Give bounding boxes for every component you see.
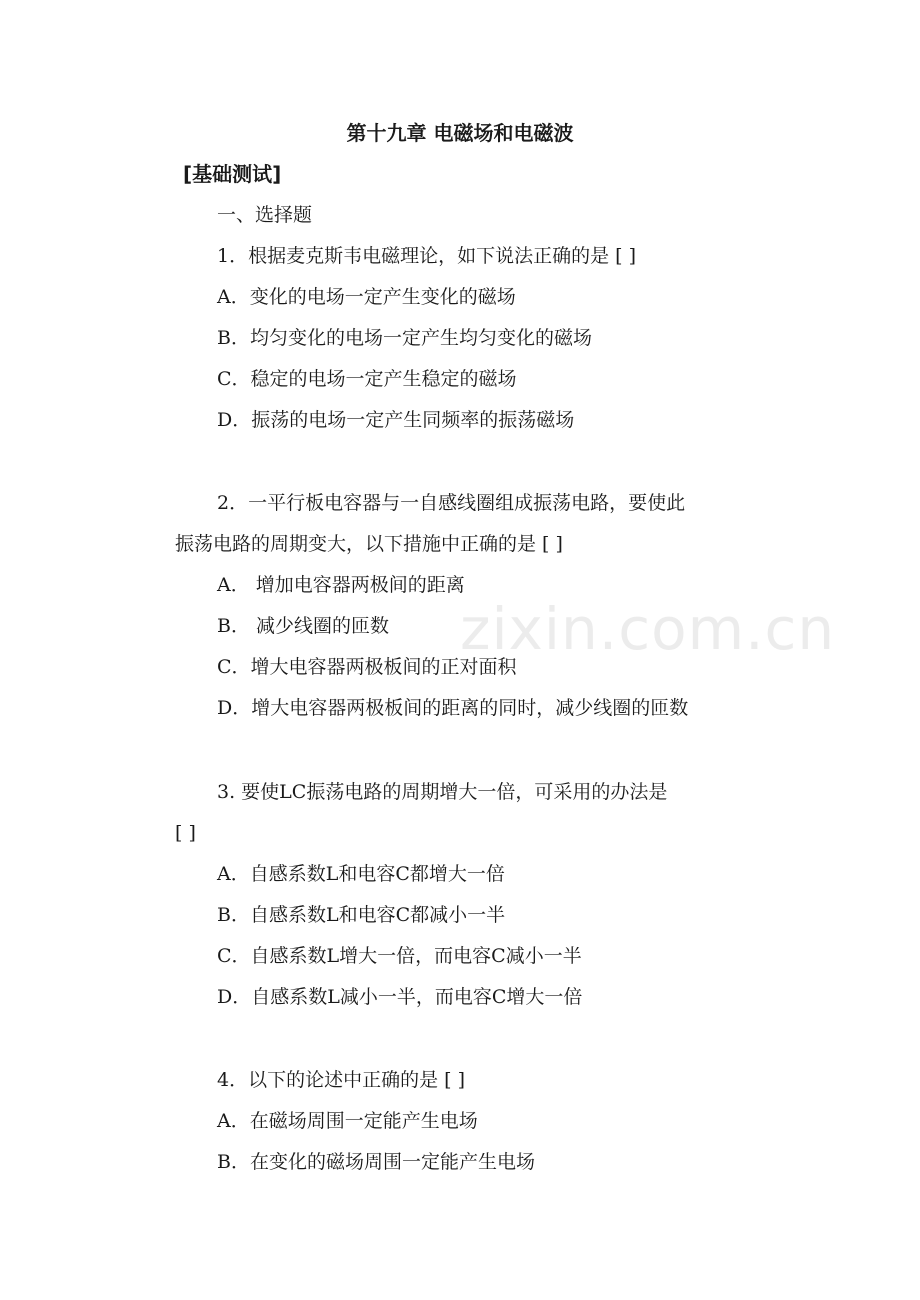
question-2-option-d: D．增大电容器两极板间的距离的同时，减少线圈的匝数 [217,697,689,719]
question-3-stem-line2: [ ] [175,822,196,844]
question-4-option-a: A．在磁场周围一定能产生电场 [217,1110,478,1132]
watermark: zixin.com.cn [460,595,836,663]
question-2-option-b: B． 减少线圈的匝数 [217,615,390,637]
question-2-option-a: A． 增加电容器两极间的距离 [217,574,465,596]
part-heading: 一、选择题 [217,204,313,226]
question-2-stem-line1: 2．一平行板电容器与一自感线圈组成振荡电路，要使此 [217,492,686,514]
question-2-option-c: C．增大电容器两极板间的正对面积 [217,656,517,678]
question-1-option-a: A．变化的电场一定产生变化的磁场 [217,286,516,308]
question-1-option-c: C．稳定的电场一定产生稳定的磁场 [217,368,517,390]
question-3-option-b: B．自感系数L和电容C都减小一半 [217,904,506,926]
chapter-title: 第十九章 电磁场和电磁波 [346,121,574,145]
section-heading: [基础测试] [183,162,282,186]
question-3-option-a: A．自感系数L和电容C都增大一倍 [217,863,505,885]
question-1-option-b: B．均匀变化的电场一定产生均匀变化的磁场 [217,327,592,349]
question-4-option-b: B．在变化的磁场周围一定能产生电场 [217,1151,535,1173]
question-3-option-c: C．自感系数L增大一倍，而电容C减小一半 [217,945,582,967]
question-4-stem: 4．以下的论述中正确的是 [ ] [217,1069,465,1091]
question-1-stem: 1．根据麦克斯韦电磁理论，如下说法正确的是 [ ] [217,245,636,267]
question-3-option-d: D．自感系数L减小一半，而电容C增大一倍 [217,986,583,1008]
question-2-stem-line2: 振荡电路的周期变大，以下措施中正确的是 [ ] [175,533,563,555]
question-3-stem-line1: 3. 要使LC振荡电路的周期增大一倍，可采用的办法是 [217,781,668,803]
question-1-option-d: D．振荡的电场一定产生同频率的振荡磁场 [217,409,575,431]
